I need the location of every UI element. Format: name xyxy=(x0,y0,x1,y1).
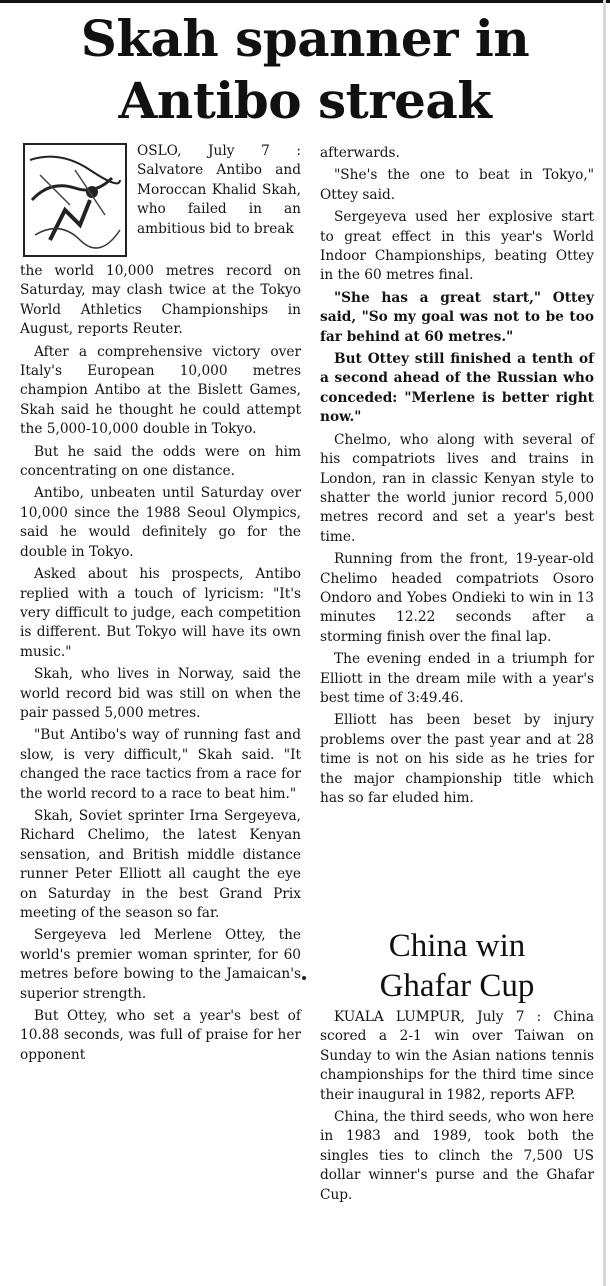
top-rule xyxy=(0,0,610,3)
paragraph: Running from the front, 19-year-old Chelimo headed compatriots Osoro Ondoro and Yobes Ondieki to win in 13 minutes 12.22 seconds after a storming finish over the final lap. xyxy=(320,551,594,645)
print-speck xyxy=(302,976,306,980)
paragraph: Skah, who lives in Norway, said the world record bid was still on when the pair passed 5,000 metres. xyxy=(20,666,301,721)
paragraph: Elliott has been beset by injury problems over the past year and at 28 time is not on his side as he tries for the major championship title which has so far eluded him. xyxy=(320,712,594,806)
paragraph: Antibo, unbeaten until Saturday over 10,000 since the 1988 Seoul Olympics, said he would definitely go for the double in Tokyo. xyxy=(20,485,301,560)
paragraph: OSLO, July 7 : Salvatore Antibo and Moroccan Khalid Skah, who failed in an ambitious bid to break xyxy=(137,143,301,237)
paragraph: Sergeyeva used her explosive start to great effect in this year's World Indoor Championships, beating Ottey in the 60 metres final. xyxy=(320,209,594,284)
headline-line-2: Antibo streak xyxy=(118,71,492,130)
paragraph: Skah, Soviet sprinter Irna Sergeyeva, Richard Chelimo, the latest Kenyan sensation, and British middle distance runner Peter Elliott all caught the eye on Saturday in the best Grand Prix meeting of the season so far. xyxy=(20,807,301,921)
paragraph: China, the third seeds, who won here in 1983 and 1989, took both the singles ties to clinch the 7,500 US dollar winner's purse and the Ghafar Cup. xyxy=(320,1109,594,1203)
paragraph: The evening ended in a triumph for Elliott in the dream mile with a year's best time of 3:49.46. xyxy=(320,651,594,706)
paragraph: KUALA LUMPUR, July 7 : China scored a 2-1 win over Taiwan on Sunday to win the Asian nations tennis championships for the third time since their inaugural in 1982, reports AFP. xyxy=(320,1009,594,1103)
second-article-body xyxy=(320,1008,594,1208)
athletics-logo-icon xyxy=(20,140,130,260)
paragraph: "But Antibo's way of running fast and slow, is very difficult," Skah said. "It changed the race tactics from a race for the world record to a race to beat him." xyxy=(20,727,301,802)
paragraph: But Ottey, who set a year's best of 10.88 seconds, was full of praise for her opponent xyxy=(20,1008,301,1063)
paragraph: "She has a great start," Ottey said, "So my goal was not to be too far behind at 60 metres." xyxy=(320,289,594,345)
paragraph: the world 10,000 metres record on Saturday, may clash twice at the Tokyo World Athletics Championships in August, reports Reuter. xyxy=(20,263,301,338)
main-headline xyxy=(10,8,600,132)
paragraph: Chelmo, who along with several of his compatriots lives and trains in London, ran in classic Kenyan style to shatter the world junior record 5,000 metres record and set a year's best time. xyxy=(320,431,594,545)
article-column-2 xyxy=(320,144,594,811)
article-column-1-top xyxy=(137,142,301,242)
paragraph: Asked about his prospects, Antibo replied with a touch of lyricism: "It's very difficult to judge, each competition is different. But Tokyo will have its own music." xyxy=(20,566,301,660)
second-headline xyxy=(320,926,594,1006)
page-edge xyxy=(603,0,606,1286)
paragraph: afterwards. xyxy=(320,145,400,161)
headline-line-1: Skah spanner in xyxy=(80,9,530,68)
paragraph: But he said the odds were on him concentrating on one distance. xyxy=(20,443,301,480)
paragraph: "She's the one to beat in Tokyo," Ottey said. xyxy=(320,167,594,203)
second-headline-line-2: Ghafar Cup xyxy=(379,968,535,1004)
paragraph: After a comprehensive victory over Italy's European 10,000 metres champion Antibo at the Bislett Games, Skah said he thought he could attempt the 5,000-10,000 double in Tokyo. xyxy=(20,343,301,438)
paragraph: But Ottey still finished a tenth of a second ahead of the Russian who conceded: "Merlene is better right now." xyxy=(320,351,594,426)
article-column-1 xyxy=(20,262,301,1068)
second-headline-line-1: China win xyxy=(388,928,526,964)
paragraph: Sergeyeva led Merlene Ottey, the world's premier woman sprinter, for 60 metres before bowing to the Jamaican's superior strength. xyxy=(20,927,301,1002)
